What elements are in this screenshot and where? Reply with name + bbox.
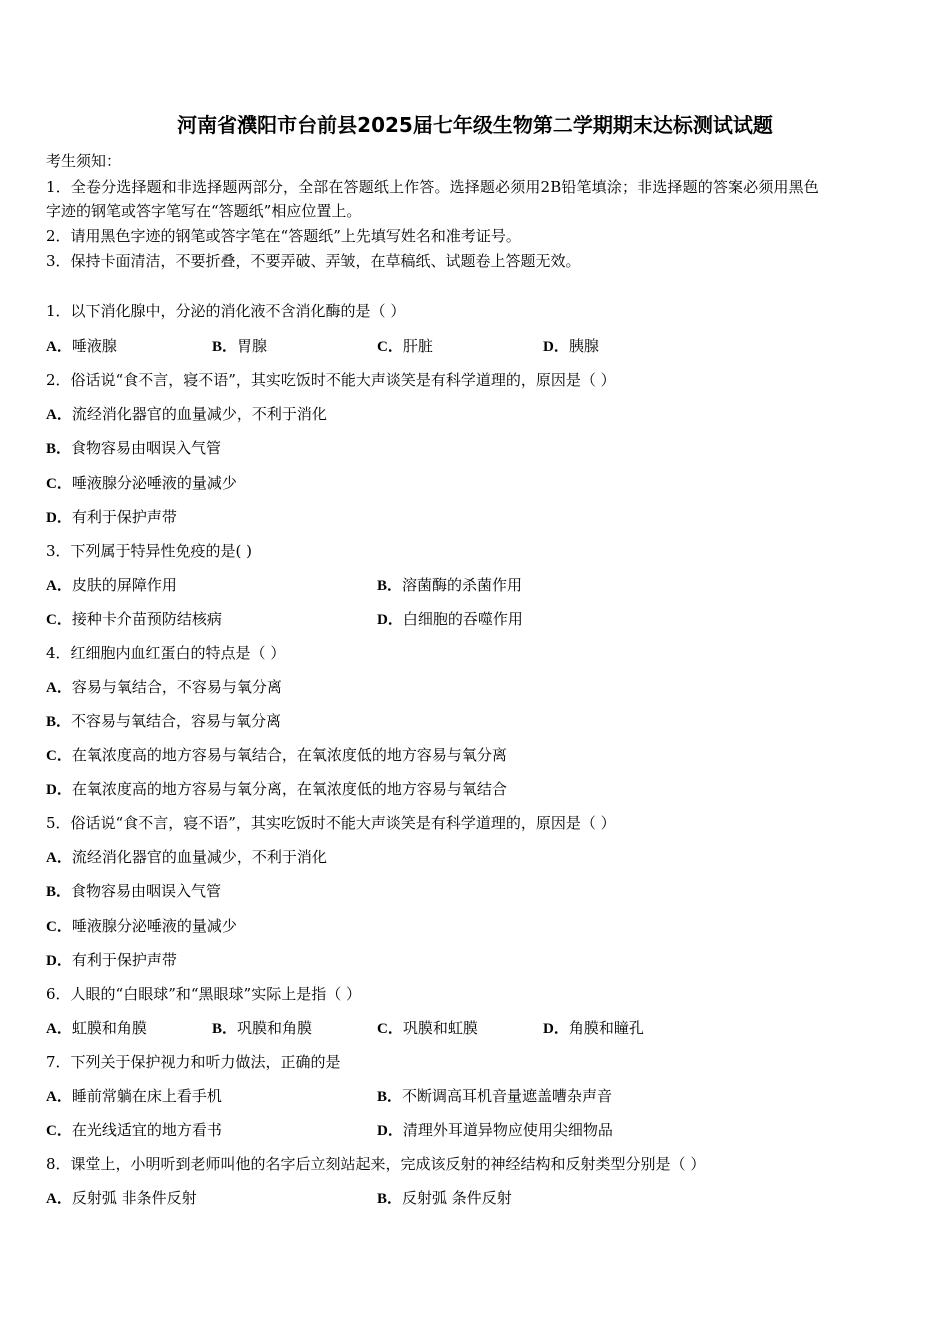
- option-text: 有利于保护声带: [71, 508, 177, 526]
- option: [46, 574, 177, 597]
- option-letter: B．: [377, 1089, 403, 1105]
- option: [46, 1017, 147, 1040]
- option: [46, 335, 117, 358]
- option-text: 溶菌酶的杀菌作用: [402, 576, 523, 594]
- option-letter: A．: [46, 407, 72, 423]
- option-letter: C．: [46, 919, 72, 935]
- option: [212, 335, 267, 358]
- option: [46, 437, 221, 460]
- question-stem: 7．下列关于保护视力和听力做法，正确的是: [46, 1053, 341, 1071]
- option-letter: C．: [46, 748, 72, 764]
- option: [377, 1187, 512, 1210]
- option-letter: A．: [46, 1191, 72, 1207]
- option-text: 流经消化器官的血量减少，不利于消化: [71, 405, 327, 423]
- option: [377, 335, 433, 358]
- option-text: 食物容易由咽误入气管: [71, 882, 222, 900]
- option-text: 在氧浓度高的地方容易与氧分离，在氧浓度低的地方容易与氧结合: [71, 780, 507, 798]
- option: [377, 1085, 612, 1108]
- notice-line: 2．请用黑色字迹的钢笔或答字笔在“答题纸”上先填写姓名和准考证号。: [46, 227, 521, 245]
- notice-heading: 考生须知：: [46, 152, 122, 170]
- option: [46, 676, 282, 699]
- option-letter: B．: [46, 884, 72, 900]
- option-letter: B．: [46, 714, 72, 730]
- option-letter: A．: [46, 339, 72, 355]
- notice-line: 字迹的钢笔或答字笔写在“答题纸”相应位置上。: [46, 202, 362, 220]
- option: [46, 1119, 222, 1142]
- option-text: 巩膜和虹膜: [402, 1019, 478, 1037]
- option: [46, 846, 327, 869]
- option-letter: B．: [377, 1191, 403, 1207]
- option: [543, 335, 599, 358]
- option-text: 皮肤的屏障作用: [71, 576, 177, 594]
- option-text: 反射弧 条件反射: [402, 1189, 512, 1207]
- option-letter: D．: [543, 1021, 569, 1037]
- option: [46, 506, 177, 529]
- option-text: 虹膜和角膜: [71, 1019, 147, 1037]
- option-letter: D．: [46, 782, 72, 798]
- option: [46, 710, 281, 733]
- option-letter: C．: [46, 1123, 72, 1139]
- option-text: 在氧浓度高的地方容易与氧结合，在氧浓度低的地方容易与氧分离: [71, 746, 507, 764]
- option: [46, 915, 237, 938]
- option-text: 白细胞的吞噬作用: [402, 610, 523, 628]
- question-stem: 8．课堂上，小明听到老师叫他的名字后立刻站起来，完成该反射的神经结构和反射类型分别是（ ）: [46, 1155, 706, 1173]
- option-text: 唾液腺分泌唾液的量减少: [71, 474, 237, 492]
- option-text: 有利于保护声带: [71, 951, 177, 969]
- option-letter: A．: [46, 1089, 72, 1105]
- option-letter: A．: [46, 850, 72, 866]
- option: [46, 608, 222, 631]
- option-letter: A．: [46, 578, 72, 594]
- option-text: 在光线适宜的地方看书: [71, 1121, 222, 1139]
- question-stem: 4．红细胞内血红蛋白的特点是（ ）: [46, 644, 286, 662]
- option-text: 接种卡介苗预防结核病: [71, 610, 222, 628]
- option-letter: D．: [46, 510, 72, 526]
- option: [46, 949, 177, 972]
- option-letter: A．: [46, 1021, 72, 1037]
- notice-line: 3．保持卡面清洁，不要折叠，不要弄破、弄皱，在草稿纸、试题卷上答题无效。: [46, 252, 581, 270]
- option-letter: C．: [46, 612, 72, 628]
- option-text: 容易与氧结合，不容易与氧分离: [71, 678, 282, 696]
- option-text: 不容易与氧结合，容易与氧分离: [71, 712, 282, 730]
- option: [212, 1017, 312, 1040]
- option-text: 肝脏: [402, 337, 433, 355]
- option: [46, 1085, 222, 1108]
- option-letter: B．: [212, 1021, 238, 1037]
- page-title: 河南省濮阳市台前县2025届七年级生物第二学期期末达标测试试题: [177, 113, 773, 137]
- option-text: 唾液腺分泌唾液的量减少: [71, 917, 237, 935]
- option-text: 不断调高耳机音量遮盖嘈杂声音: [402, 1087, 613, 1105]
- option-letter: C．: [377, 339, 403, 355]
- option-text: 角膜和瞳孔: [568, 1019, 644, 1037]
- option: [46, 744, 507, 767]
- option-text: 睡前常躺在床上看手机: [71, 1087, 222, 1105]
- option-text: 胃腺: [237, 337, 268, 355]
- option: [46, 472, 237, 495]
- option: [46, 778, 507, 801]
- option-letter: D．: [46, 953, 72, 969]
- option-letter: D．: [543, 339, 569, 355]
- option: [543, 1017, 644, 1040]
- question-stem: 1．以下消化腺中，分泌的消化液不含消化酶的是（ ）: [46, 302, 406, 320]
- option: [377, 1119, 613, 1142]
- option-text: 流经消化器官的血量减少，不利于消化: [71, 848, 327, 866]
- question-stem: 5．俗话说“食不言，寝不语”，其实吃饭时不能大声谈笑是有科学道理的，原因是（ ）: [46, 814, 616, 832]
- option-letter: D．: [377, 612, 403, 628]
- option: [46, 880, 221, 903]
- option: [377, 1017, 478, 1040]
- option-text: 食物容易由咽误入气管: [71, 439, 222, 457]
- option-text: 巩膜和角膜: [237, 1019, 313, 1037]
- question-stem: 6．人眼的“白眼球”和“黑眼球”实际上是指（ ）: [46, 985, 361, 1003]
- option-text: 反射弧 非条件反射: [71, 1189, 197, 1207]
- option-letter: B．: [377, 578, 403, 594]
- option-letter: B．: [46, 441, 72, 457]
- option-letter: C．: [46, 476, 72, 492]
- question-stem: 2．俗话说“食不言，寝不语”，其实吃饭时不能大声谈笑是有科学道理的，原因是（ ）: [46, 371, 616, 389]
- option-letter: A．: [46, 680, 72, 696]
- question-stem: 3．下列属于特异性免疫的是( ): [46, 542, 253, 560]
- option-letter: B．: [212, 339, 238, 355]
- notice-line: 1．全卷分选择题和非选择题两部分，全部在答题纸上作答。选择题必须用2B铅笔填涂；非选择题的答案必须用黑色: [46, 178, 819, 196]
- option-letter: C．: [377, 1021, 403, 1037]
- option: [46, 403, 327, 426]
- option-text: 唾液腺: [71, 337, 117, 355]
- option-text: 胰腺: [568, 337, 599, 355]
- option-letter: D．: [377, 1123, 403, 1139]
- option: [377, 608, 523, 631]
- option: [377, 574, 522, 597]
- option-text: 清理外耳道异物应使用尖细物品: [402, 1121, 613, 1139]
- option: [46, 1187, 197, 1210]
